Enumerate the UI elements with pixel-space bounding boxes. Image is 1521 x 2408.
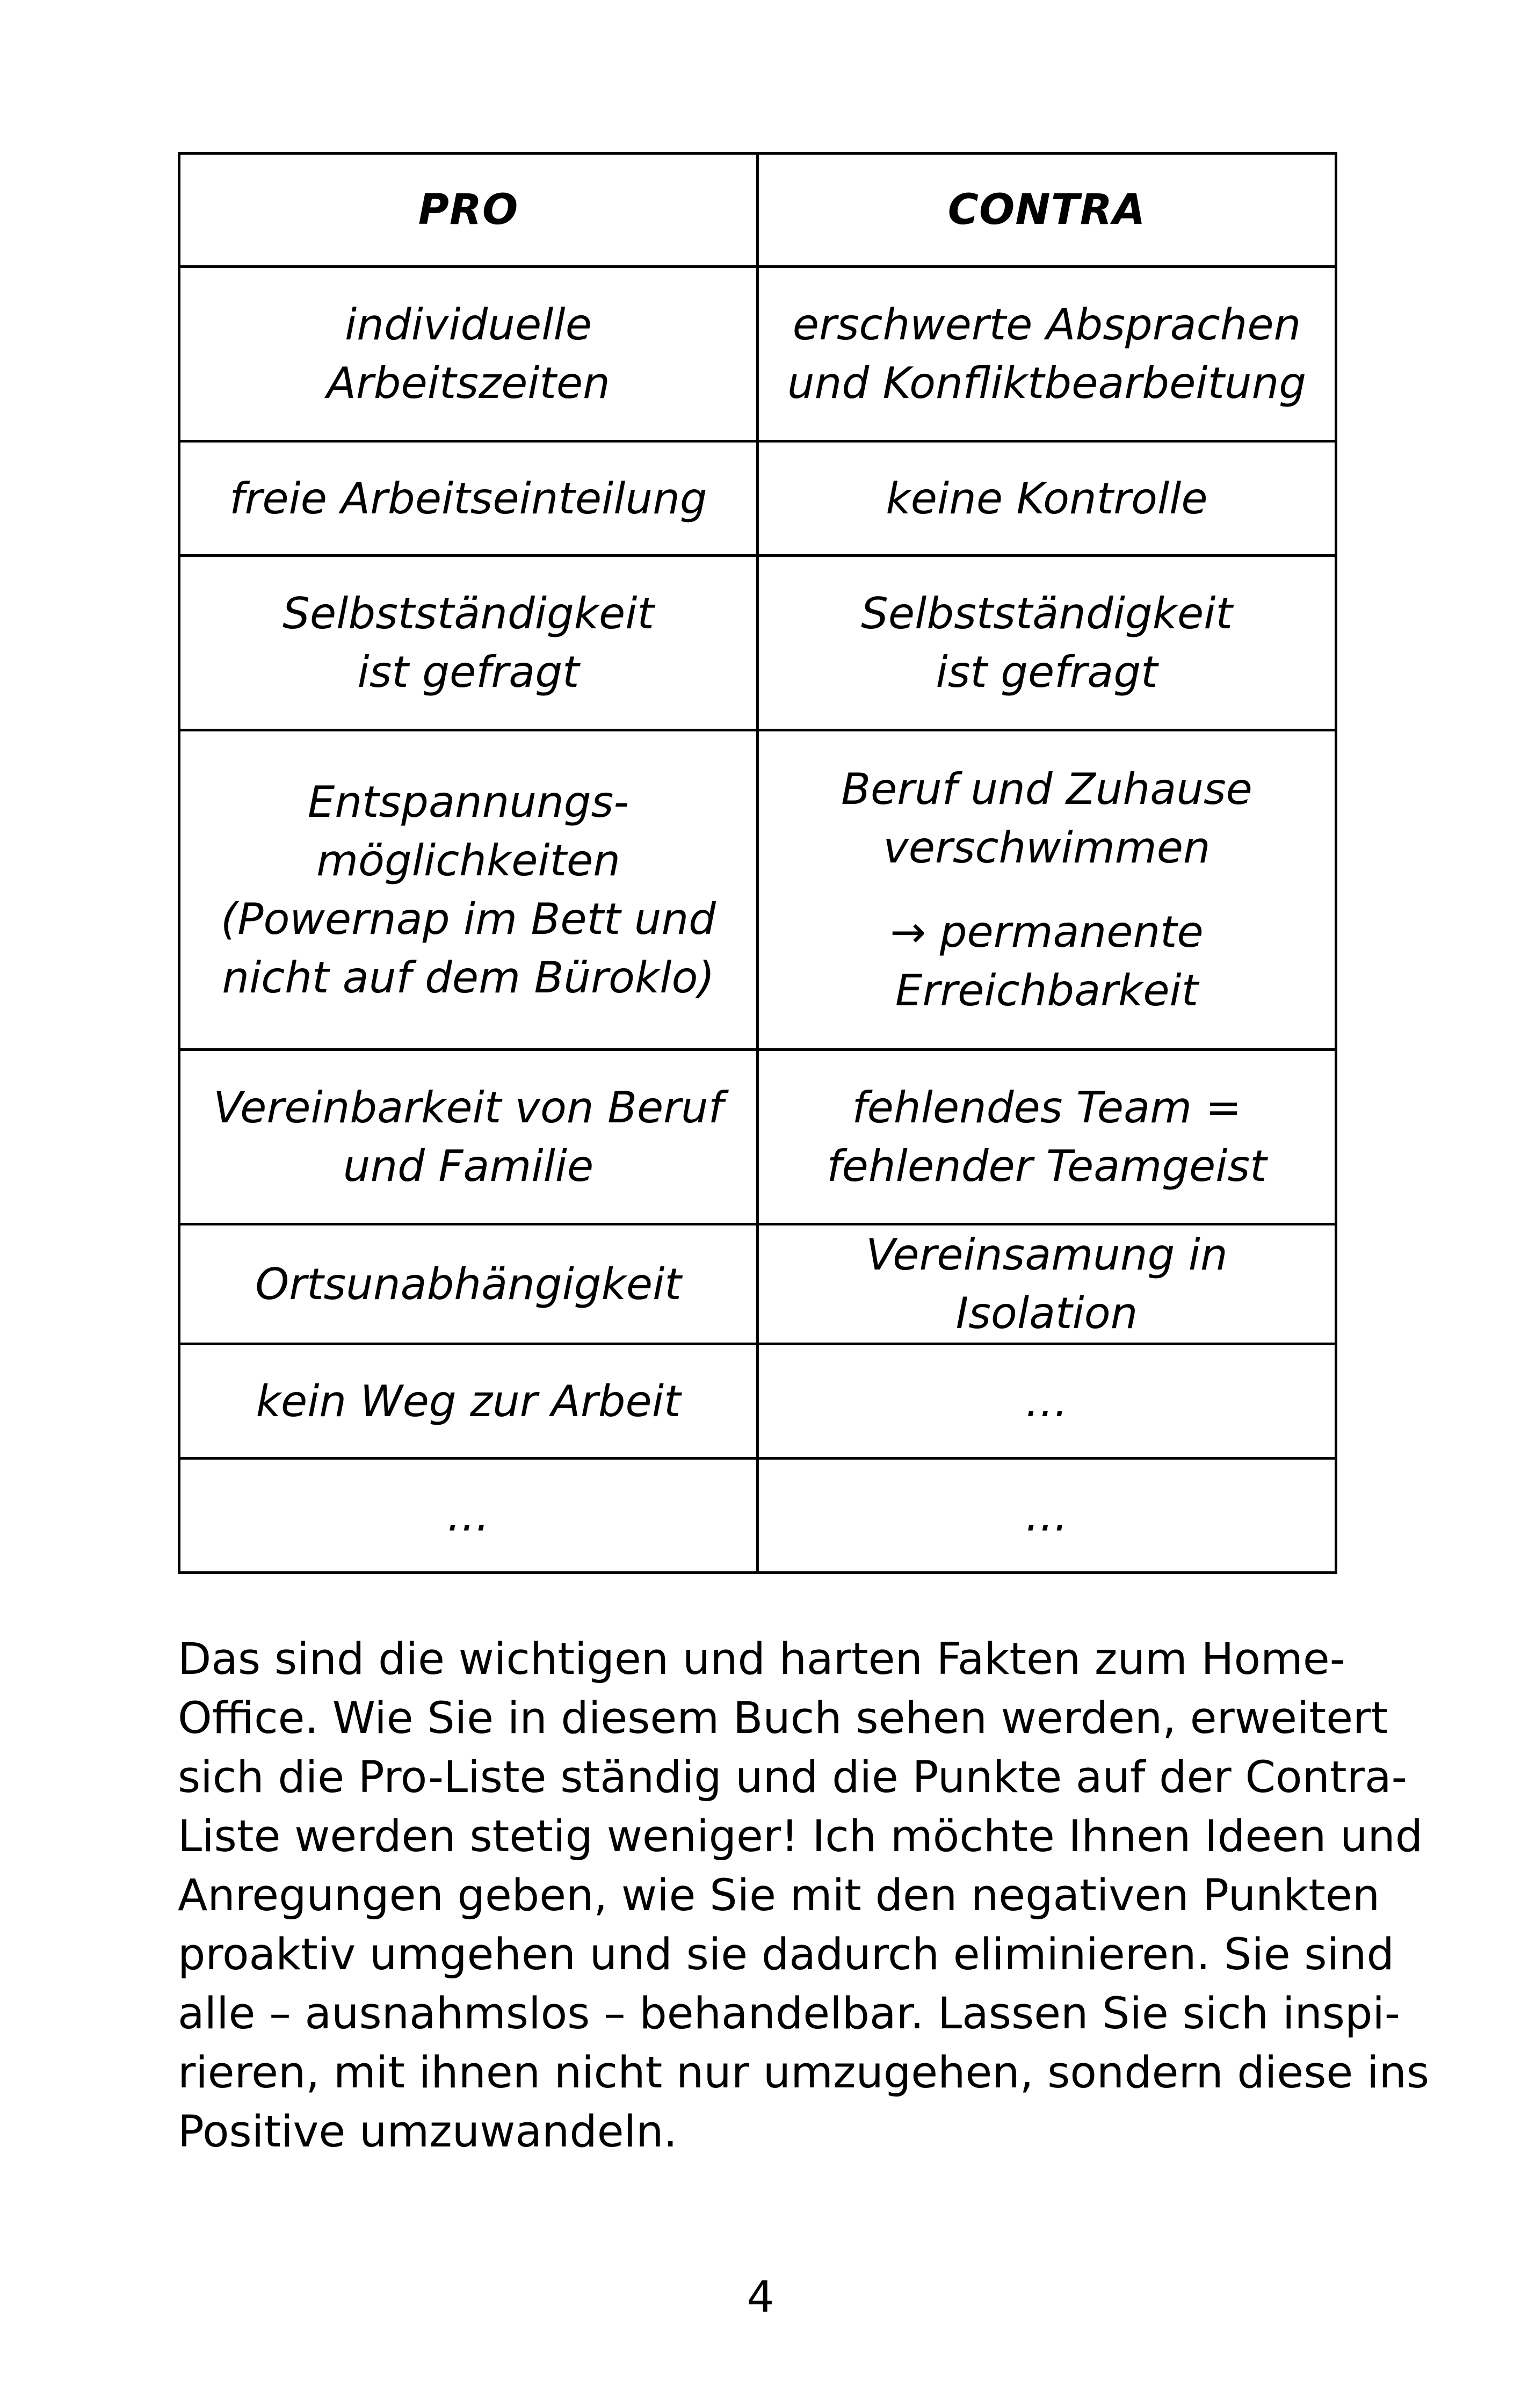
paragraph-line: proaktiv umgehen und sie dadurch eliminieren. Sie sind bbox=[178, 1930, 1394, 1980]
table-row bbox=[179, 1459, 1336, 1573]
table-header-row bbox=[179, 154, 1336, 267]
cell-line: (Powernap im Bett und bbox=[221, 894, 716, 944]
pro-cell bbox=[179, 1050, 758, 1224]
cell-line: nicht auf dem Büroklo) bbox=[222, 953, 715, 1003]
cell-line: kein Weg zur Arbeit bbox=[256, 1376, 681, 1426]
cell-line: Entspannungs- bbox=[307, 777, 629, 827]
table-row bbox=[179, 1224, 1336, 1344]
cell-line: fehlender Teamgeist bbox=[827, 1141, 1267, 1191]
contra-cell bbox=[758, 556, 1336, 730]
contra-cell bbox=[758, 1050, 1336, 1224]
contra-cell bbox=[758, 1224, 1336, 1344]
table-row bbox=[179, 267, 1336, 441]
paragraph-line: Positive umzuwandeln. bbox=[178, 2107, 678, 2157]
body-paragraph bbox=[178, 1630, 1430, 2162]
cell-line: Vereinsamung in Isolation bbox=[866, 1230, 1228, 1338]
contra-cell bbox=[758, 730, 1336, 1050]
paragraph-line: sich die Pro-Liste ständig und die Punkte auf der Contra- bbox=[178, 1752, 1407, 1803]
table-row bbox=[179, 1344, 1336, 1459]
contra-cell bbox=[758, 1459, 1336, 1573]
cell-line: ist gefragt bbox=[936, 647, 1158, 697]
cell-line: erschwerte Absprachen bbox=[792, 300, 1301, 350]
cell-line: … bbox=[1025, 1490, 1068, 1541]
page-number: 4 bbox=[747, 2272, 774, 2322]
cell-line: ist gefragt bbox=[357, 647, 580, 697]
paragraph-line: Liste werden stetig weniger! Ich möchte Ihnen Ideen und bbox=[178, 1811, 1423, 1862]
cell-line: Selbstständigkeit bbox=[283, 589, 654, 639]
cell-line: verschwimmen bbox=[883, 823, 1211, 873]
cell-line: Selbstständigkeit bbox=[861, 589, 1233, 639]
cell-line: Beruf und Zuhause bbox=[841, 764, 1252, 814]
header-pro: PRO bbox=[179, 154, 758, 267]
table-row bbox=[179, 1050, 1336, 1224]
contra-cell bbox=[758, 267, 1336, 441]
pro-cell bbox=[179, 1459, 758, 1573]
contra-cell bbox=[758, 441, 1336, 556]
pro-cell bbox=[179, 1224, 758, 1344]
cell-line: → permanente bbox=[890, 907, 1204, 957]
cell-line: Erreichbarkeit bbox=[895, 966, 1199, 1016]
contra-cell bbox=[758, 1344, 1336, 1459]
paragraph-line: rieren, mit ihnen nicht nur umzugehen, sondern diese ins bbox=[178, 2048, 1430, 2098]
cell-line: und Familie bbox=[343, 1141, 594, 1191]
cell-line: individuelle Arbeitszeiten bbox=[327, 300, 610, 408]
cell-line: Vereinbarkeit von Beruf bbox=[213, 1083, 723, 1133]
paragraph-line: Das sind die wichtigen und harten Fakten zum Home- bbox=[178, 1634, 1345, 1685]
table-row bbox=[179, 556, 1336, 730]
paragraph-line: Anregungen geben, wie Sie mit den negativen Punkten bbox=[178, 1870, 1380, 1921]
table-row bbox=[179, 730, 1336, 1050]
pro-cell bbox=[179, 1344, 758, 1459]
pro-cell bbox=[179, 556, 758, 730]
pro-cell bbox=[179, 730, 758, 1050]
cell-line: und Konfliktbearbeitung bbox=[787, 358, 1307, 408]
pro-cell bbox=[179, 267, 758, 441]
cell-line: keine Kontrolle bbox=[886, 473, 1208, 524]
header-contra: CONTRA bbox=[758, 154, 1336, 267]
paragraph-line: alle – ausnahmslos – behandelbar. Lassen Sie sich inspi- bbox=[178, 1989, 1401, 2039]
pro-cell bbox=[179, 441, 758, 556]
cell-line: möglichkeiten bbox=[316, 836, 620, 886]
cell-line: … bbox=[1025, 1376, 1068, 1426]
cell-line: Ortsunabhängigkeit bbox=[255, 1259, 682, 1309]
table-row bbox=[179, 441, 1336, 556]
cell-line: fehlendes Team = bbox=[852, 1083, 1242, 1133]
paragraph-line: Office. Wie Sie in diesem Buch sehen werden, erweitert bbox=[178, 1693, 1388, 1744]
cell-line: freie Arbeitseinteilung bbox=[229, 473, 707, 524]
cell-line: … bbox=[447, 1490, 490, 1541]
pro-contra-table bbox=[178, 152, 1337, 1574]
